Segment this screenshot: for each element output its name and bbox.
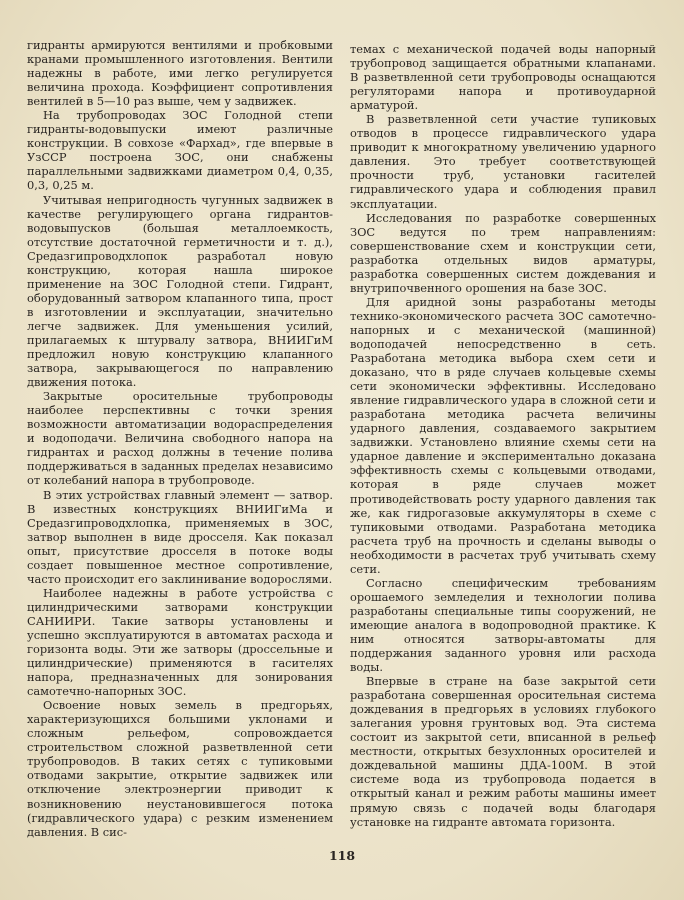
paragraph: Для аридной зоны разработаны методы технико-экономического расчета ЗОС самотечно-напорных и с механической (машинной) водоподачей непосредственно в сеть. Разработана методика выбора схем сети и доказано, что в ряде случаев кольцевые схемы сети экономически эффективны. Исследовано явление гидравлического удара в сложной сети и разработана методика расчета величины ударного давления, создаваемого закрытием задвижки. Установлено влияние схемы сети на ударное давление и экспериментально доказана эффективность схемы с кольцевыми отводами, которая в ряде случаев может противодействовать росту ударного давления так же, как гидрогазовые аккумуляторы в схеме с тупиковыми отводами. Разработана методика расчета труб на прочность и сделаны выводы о необходимости в расчетах труб учитывать схему сети. [350,294,656,576]
paragraph: Закрытые оросительные трубопроводы наиболее перспективны с точки зрения возможности автоматизации водораспределения и водоподачи. Величина свободного напора на гидрантах и расход должны в течение полива поддерживаться в заданных пределах независимо от колебаний напора в трубопроводе. [27,389,333,488]
page-number: 118 [328,848,356,863]
paragraph: В разветвленной сети участие тупиковых отводов в процессе гидравлического удара приводит к многократному увеличению ударного давления. Это требует соответствующей прочности труб, установки гасителей гидравлического удара и соблюдения правил эксплуатации. [350,112,656,211]
paragraph: темах с механической подачей воды напорный трубопровод защищается обратными клапанами. В разветвленной сети трубопроводы оснащаются регуляторами напора и противоударной арматурой. [350,42,656,113]
paragraph: На трубопроводах ЗОС Голодной степи гидранты-водовыпуски имеют различные конструкции. В совхозе «Фархад», где впервые в УзССР построена ЗОС, они снабжены параллельными задвижками диаметром 0,4, 0,35, 0,3, 0,25 м. [27,108,333,193]
paragraph: Впервые в стране на базе закрытой сети разработана совершенная оросительная система дождевания в предгорьях в условиях глубокого залегания уровня грунтовых вод. Эта система состоит из закрытой сети, вписанной в рельеф местности, открытых безухлонных оросителей и дождевальной машины ДДА-100М. В этой системе вода из трубопровода подается в открытый канал и режим работы машины имеет прямую связь с подачей воды благодаря установке на гидранте автомата горизонта. [350,674,656,829]
paragraph: Согласно специфическим требованиям орошаемого земледелия и технологии полива разработаны специальные типы сооружений, не имеющие аналога в водопроводной практике. К ним относятся затворы-автоматы для поддержания заданного уровня или расхода воды. [350,575,656,675]
paragraph: Исследования по разработке совершенных ЗОС ведутся по трем направлениям: совершенствование схем и конструкции сети, разработка отдельных видов арматуры, разработка совершенных систем дождевания и внутрипочвенного орошения на базе ЗОС. [350,210,656,295]
paragraph: гидранты армируются вентилями и пробковыми кранами промышленного изготовления. Вентили надежны в работе, ими легко регулируется величина прохода. Коэффициент сопротивления вентилей в 5—10 раз выше, чем у задвижек. [27,38,333,109]
paragraph: В этих устройствах главный элемент — затвор. В известных конструкциях ВНИИГиМа и Средазгипроводхлопка, применяемых в ЗОС, затвор выполнен в виде дросселя. Как показал опыт, присутствие дросселя в потоке воды создает повышенное местное сопротивление, часто происходит его заклинивание водорослями. [27,487,333,586]
paragraph: Наиболее надежны в работе устройства с цилиндрическими затворами конструкции САНИИРИ. Такие затворы установлены и успешно эксплуатируются в автоматах расхода и горизонта воды. Эти же затворы (дроссельные и цилиндрические) применяются в гасителях напора, предназначенных для зонирования самотечно-напорных ЗОС. [27,585,333,699]
paragraph: Освоение новых земель в предгорьях, характеризующихся большими уклонами и сложным рельефом, сопровождается строительством сложной разветвленной сети трубопроводов. В таких сетях с тупиковыми отводами закрытие, открытие задвижек или отключение электроэнергии приводит к возникновению неустановившегося потока (гидравлического удара) с резким изменением давления. В сис- [27,698,333,839]
left-text-column [27,38,333,839]
paragraph: Учитывая непригодность чугунных задвижек в качестве регулирующего органа гидрантов-водовыпусков (большая металлоемкость, отсутствие достаточной герметичности и т. д.), Средазгипроводхлопок разработал новую конструкцию, которая нашла широкое применение на ЗОС Голодной степи. Гидрант, оборудованный затвором клапанного типа, прост в изготовлении и эксплуатации, значительно легче задвижек. Для уменьшения усилий, прилагаемых к штурвалу затвора, ВНИИГиМ предложил новую конструкцию клапанного затвора, закрывающегося по направлению движения потока. [27,192,333,390]
right-text-column [350,42,656,829]
